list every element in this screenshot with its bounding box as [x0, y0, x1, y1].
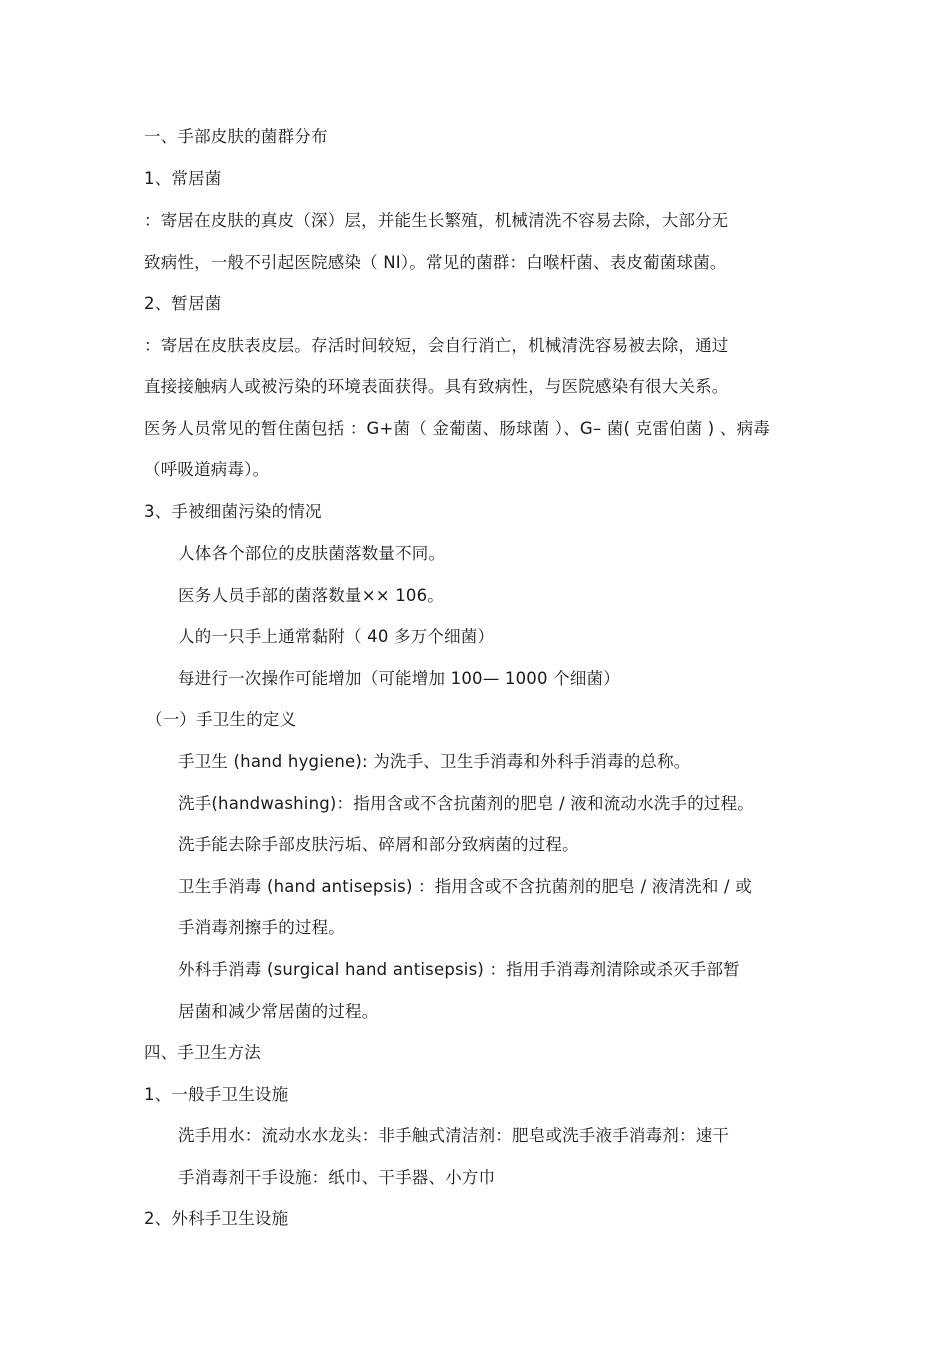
- subsection-heading: 1、常居菌: [144, 169, 222, 188]
- paragraph-line: ：寄居在皮肤的真皮（深）层，并能生长繁殖，机械清洗不容易去除，大部分无: [144, 211, 729, 230]
- paragraph-line: （呼吸道病毒）。: [144, 460, 270, 479]
- paragraph-line: ：寄居在皮肤表皮层。存活时间较短，会自行消亡，机械清洗容易被去除，通过: [144, 336, 729, 355]
- paragraph-line: 手消毒剂擦手的过程。: [178, 918, 345, 937]
- section-heading: 一、手部皮肤的菌群分布: [144, 127, 328, 146]
- paragraph-line: 直接接触病人或被污染的环境表面获得。具有致病性，与医院感染有很大关系。: [144, 377, 729, 396]
- paragraph-line: 医务人员常见的暂住菌包括 ：G+菌（ 金葡菌、肠球菌 ）、G– 菌( 克雷伯菌 ) 、病毒: [144, 419, 770, 438]
- subsection-heading: 2、暂居菌: [144, 294, 222, 313]
- paragraph-line: 每进行一次操作可能增加（可能增加 100— 1000 个细菌）: [178, 669, 620, 688]
- paragraph-line: 洗手(handwashing)：指用含或不含抗菌剂的肥皂 / 液和流动水洗手的过程。: [178, 794, 754, 813]
- subsection-heading: 2、外科手卫生设施: [144, 1209, 289, 1228]
- paragraph-line: 手消毒剂干手设施：纸巾、干手器、小方巾: [178, 1168, 496, 1187]
- paragraph-line: 洗手能去除手部皮肤污垢、碎屑和部分致病菌的过程。: [178, 835, 579, 854]
- subsection-heading: 1、一般手卫生设施: [144, 1085, 289, 1104]
- paragraph-line: 手卫生 (hand hygiene): 为洗手、卫生手消毒和外科手消毒的总称。: [178, 752, 691, 771]
- paragraph-line: 洗手用水：流动水水龙头：非手触式清洁剂：肥皂或洗手液手消毒剂：速干: [178, 1126, 730, 1145]
- paragraph-line: 外科手消毒 (surgical hand antisepsis) ：指用手消毒剂清除或杀灭手部暂: [178, 960, 740, 979]
- subsection-heading: （一）手卫生的定义: [146, 710, 297, 729]
- paragraph-line: 卫生手消毒 (hand antisepsis) ：指用含或不含抗菌剂的肥皂 / 液清洗和 / 或: [178, 877, 752, 896]
- paragraph-line: 居菌和减少常居菌的过程。: [178, 1002, 379, 1021]
- paragraph-line: 医务人员手部的菌落数量×× 106。: [178, 586, 444, 605]
- paragraph-line: 致病性，一般不引起医院感染（ NI）。常见的菌群：白喉杆菌、表皮葡菌球菌。: [144, 253, 727, 272]
- paragraph-line: 人体各个部位的皮肤菌落数量不同。: [178, 544, 446, 563]
- section-heading: 四、手卫生方法: [144, 1043, 261, 1062]
- paragraph-line: 人的一只手上通常黏附（ 40 多万个细菌）: [178, 627, 495, 646]
- subsection-heading: 3、手被细菌污染的情况: [144, 502, 322, 521]
